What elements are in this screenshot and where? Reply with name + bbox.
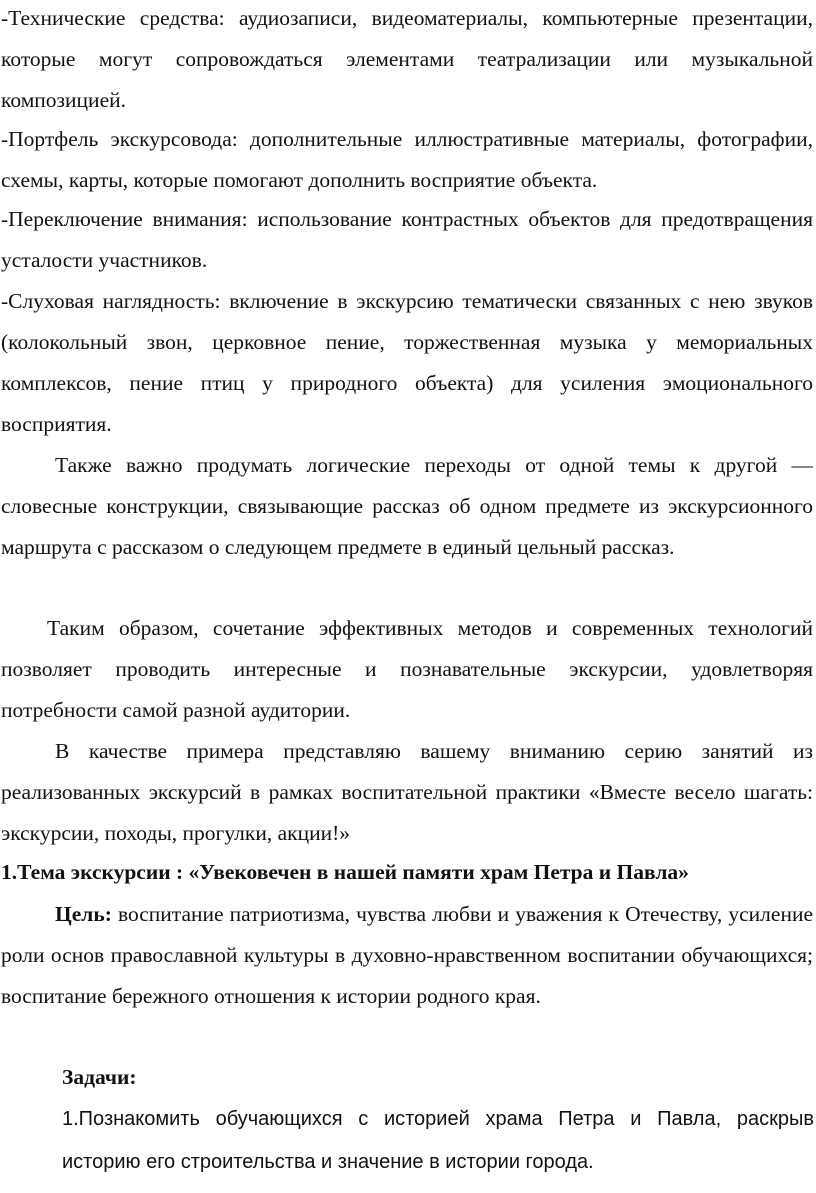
paragraph-technical-means: -Технические средства: аудиозаписи, видеоматериалы, компьютерные презентации, которые могут сопровождаться элементами театрализации или музыкальной композицией. bbox=[1, 6, 813, 112]
task-item-1: 1.Познакомить обучающихся с историей храма Петра и Павла, раскрыв историю его строительства и значение в истории города. bbox=[62, 1108, 814, 1173]
paragraph-auditory-visibility: -Слуховая наглядность: включение в экскурсию тематически связанных с нею звуков (колокольный звон, церковное пение, торжественная музыка у мемориальных комплексов, пение птиц у природного объекта) для усиления эмоционального восприятия. bbox=[1, 289, 813, 436]
paragraph-conclusion: Таким образом, сочетание эффективных методов и современных технологий позволяет проводить интересные и познавательные экскурсии, удовлетворяя потребности самой разной аудитории. bbox=[1, 616, 813, 722]
paragraph-attention-switch: -Переключение внимания: использование контрастных объектов для предотвращения усталости участников. bbox=[1, 207, 813, 272]
excursion-heading: 1.Тема экскурсии : «Увековечен в нашей памяти храм Петра и Павла» bbox=[1, 860, 689, 884]
paragraph-example-intro: В качестве примера представляю вашему вниманию серию занятий из реализованных экскурсий в рамках воспитательной практики «Вместе весело шагать: экскурсии, походы, прогулки, акции!» bbox=[1, 739, 813, 845]
paragraph-guide-portfolio: -Портфель экскурсовода: дополнительные иллюстративные материалы, фотографии, схемы, карты, которые помогают дополнить восприятие объекта. bbox=[1, 127, 813, 192]
tasks-label: Задачи: bbox=[62, 1065, 137, 1089]
goal-label: Цель: bbox=[55, 902, 112, 926]
paragraph-logical-transitions: Также важно продумать логические переходы от одной темы к другой — словесные конструкции, связывающие рассказ об одном предмете из экскурсионного маршрута с рассказом о следующем предмете в единый цельный рассказ. bbox=[1, 453, 813, 559]
paragraph-goal bbox=[1, 894, 813, 1017]
goal-text: воспитание патриотизма, чувства любви и уважения к Отечеству, усиление роли основ православной культуры в духовно-нравственном воспитании обучающихся; воспитание бережного отношения к истории родного края. bbox=[1, 902, 813, 1008]
